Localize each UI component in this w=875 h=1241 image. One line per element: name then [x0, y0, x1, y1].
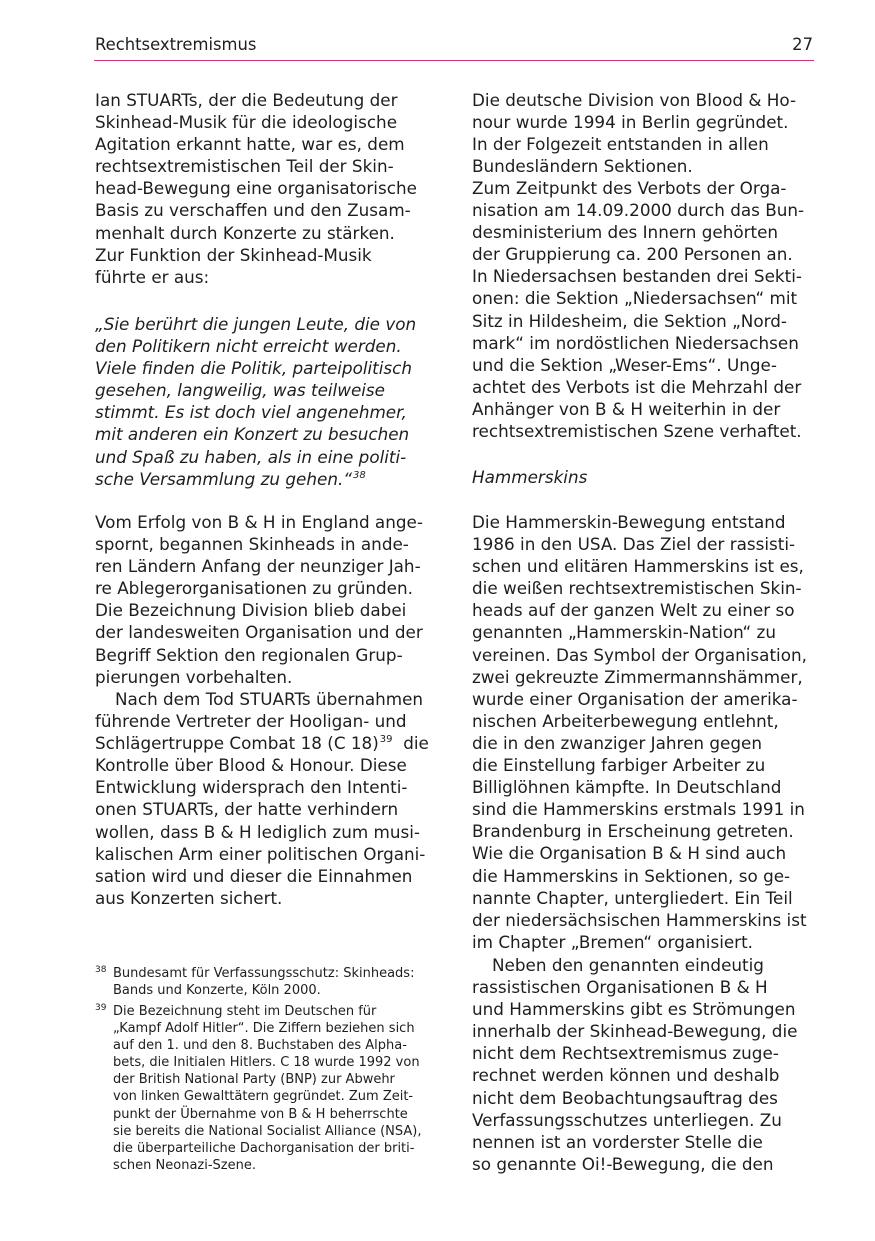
paragraph-text: die Kontrolle über Blood & Honour. Diese Entwicklung widersprach den Intenti- onen STUARTs, der hatte verhindern wollen, dass B & H lediglich zum musi- kalischen Arm einer politischen Organi- sation wird und dieser die Einnahmen aus Konzerten sichert. — [95, 733, 429, 908]
footnote-number: 38 — [95, 965, 107, 975]
footnote — [95, 1003, 440, 1174]
body-paragraph — [95, 688, 440, 909]
footnotes — [95, 965, 440, 1174]
paragraph-text: Neben den genannten eindeutig rassistischen Organisationen B & H und Hammerskins gibt es Strömungen innerhalb der Skinhead-Bewegung, die nicht dem Rechtsextremismus zuge- rechnet werden können und deshalb nicht dem Beobachtungsauftrag des Verfassungsschutzes unterliegen. Zu nennen ist an vorderster Stelle die so genannte Oi!-Bewegung, die den — [472, 955, 798, 1174]
paragraph-text: Die Hammerskin-Bewegung entstand 1986 in den USA. Das Ziel der rassisti- schen und elitären Hammerskins ist es, die weißen rechtsextremistischen Skin- heads auf der ganzen Welt zu einer so genannten „Hammerskin-Nation“ zu vereinen. Das Symbol der Organisation, zwei gekreuzte Zimmermannshämmer, wurde einer Organisation der amerika- nischen Arbeiterbewegung entlehnt, die in den zwanziger Jahren gegen die Einstellung farbiger Arbeiter zu Billiglöhnen kämpfte. In Deutschland sind die Hammerskins erstmals 1991 in Brandenburg in Erscheinung getreten. Wie die Organisation B & H sind auch die Hammerskins in Sektionen, so ge- nannte Chapter, untergliedert. Ein Teil der niedersächsischen Hammerskins ist im Chapter „Bremen“ organisiert. — [472, 512, 807, 952]
running-header-title: Rechtsextremismus — [95, 35, 257, 54]
body-paragraph — [95, 511, 440, 688]
footnote-text: Bundesamt für Verfassungsschutz: Skinheads: Bands und Konzerte, Köln 2000. — [113, 966, 415, 999]
page-number: 27 — [792, 35, 813, 54]
paragraph-text: Die deutsche Division von Blood & Ho- nour wurde 1994 in Berlin gegründet. In der Folgezeit entstanden in allen Bundesländern Sektionen. — [472, 90, 797, 177]
body-paragraph — [472, 511, 817, 953]
body-paragraph — [472, 177, 817, 442]
paragraph-text: Nach dem Tod STUARTs übernahmen führende Vertreter der Hooligan- und Schlägertruppe Combat 18 (C 18) — [95, 689, 424, 754]
footnote-ref: 38 — [353, 469, 366, 481]
footnote-number: 39 — [95, 1002, 107, 1013]
quote-text: „Sie berührt die jungen Leute, die von den Politikern nicht erreicht werden. Viele finden die Politik, parteipolitisch gesehen, langweilig, was teilweise stimmt. Es ist doch viel angenehmer, mit anderen ein Konzert zu besuchen und Spaß zu haben, als in eine politi- sche Versammlung zu gehen.“ — [95, 314, 417, 489]
body-paragraph — [472, 89, 817, 177]
body-paragraph — [95, 89, 440, 288]
footnote-text: Die Bezeichnung steht im Deutschen für „Kampf Adolf Hitler“. Die Ziffern beziehen sich auf den 1. und den 8. Buchstaben des Alpha- bets, die Initialen Hitlers. C 18 wurde 1992 von der British National Party (BNP) zur Abwehr von linken Gewalttätern gegründet. Zum Zeit- punkt der Übernahme von B & H beherrschte sie bereits die National Socialist Alliance (NSA), die überparteiliche Dachorganisation der briti- schen Neonazi-Szene. — [113, 1003, 422, 1173]
block-quote — [95, 313, 440, 490]
paragraph-text: Vom Erfolg von B & H in England ange- spornt, begannen Skinheads in ande- ren Ländern Anfang der neunziger Jah- re Ablegerorganisationen zu gründen. Die Bezeichnung Division blieb dabei der landesweiten Organisation und der Begriff Sektion den regionalen Grup- pierungen vorbehalten. — [95, 512, 423, 687]
footnote — [95, 965, 440, 999]
paragraph-text: Zum Zeitpunkt des Verbots der Orga- nisation am 14.09.2000 durch das Bun- desministerium des Innern gehörten der Gruppierung ca. 200 Personen an. In Niedersachsen bestanden drei Sekti- onen: die Sektion „Niedersachsen“ mit Sitz in Hildesheim, die Sektion „Nord- mark“ im nordöstlichen Niedersachsen und die Sektion „Weser-Ems“. Unge- achtet des Verbots ist die Mehrzahl der Anhänger von B & H weiterhin in der rechtsextremistischen Szene verhaftet. — [472, 178, 805, 442]
header-rule — [94, 60, 814, 61]
section-heading — [472, 466, 817, 488]
footnote-ref: 39 — [379, 734, 393, 746]
section-heading-text: Hammerskins — [472, 467, 588, 487]
body-paragraph — [472, 954, 817, 1175]
paragraph-text: Ian STUARTs, der die Bedeutung der Skinhead-Musik für die ideologische Agitation erkannt hatte, war es, dem rechtsextremistischen Teil der Skin- head-Bewegung eine organisatorische Basis zu verschaffen und den Zusam- menhalt durch Konzerte zu stärken. Zur Funktion der Skinhead-Musik führte er aus: — [95, 90, 417, 287]
